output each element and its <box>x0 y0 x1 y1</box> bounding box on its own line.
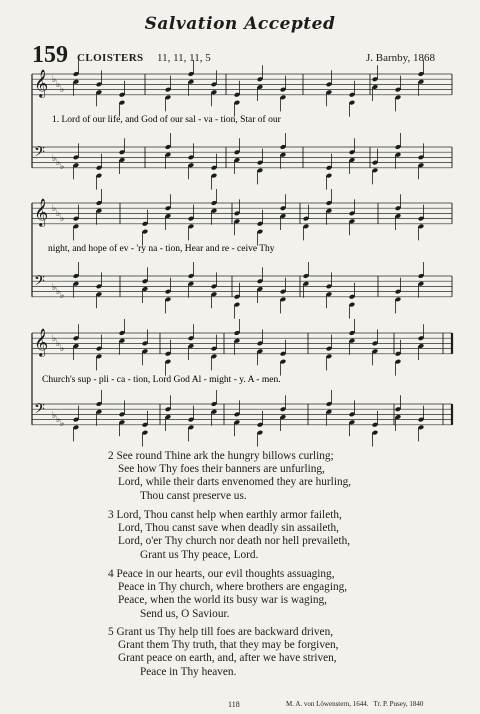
lyric-line-3: Church's sup - pli - ca - tion, Lord God Al - might - y. A - men. <box>42 375 281 385</box>
flat-icon: ♭ <box>56 80 61 90</box>
flat-icon: ♭ <box>56 415 61 425</box>
section-title: Salvation Accepted <box>144 14 336 34</box>
verse-3 <box>108 509 350 562</box>
composer: J. Barnby, 1868 <box>366 52 435 64</box>
verse-line: Grant us Thy peace, Lord. <box>140 548 259 561</box>
flat-icon: ♭ <box>60 291 65 301</box>
page-number: 118 <box>228 700 240 709</box>
flat-icon: ♭ <box>52 75 57 85</box>
verse-number: 4 <box>108 568 114 580</box>
lyric-line-1: 1. Lord of our life, and God of our sal - va - tion, Star of our <box>52 115 281 125</box>
flat-icon: ♭ <box>56 209 61 219</box>
verse-line: Lord, Thou canst help when earthly armor faileth, <box>116 509 342 521</box>
verse-line: Grant them Thy truth, that they may be forgiven, <box>118 639 339 652</box>
verse-number: 2 <box>108 450 114 462</box>
treble-clef-icon: 𝄞 <box>34 328 49 356</box>
verse-2 <box>108 450 351 503</box>
verse-line: Grant peace on earth, and, after we have striven, <box>118 652 337 665</box>
verse-line: Thou canst preserve us. <box>140 489 247 502</box>
flat-icon: ♭ <box>60 162 65 172</box>
meter: 11, 11, 11, 5 <box>157 52 211 64</box>
verse-line: Send us, O Saviour. <box>140 607 230 620</box>
treble-clef-icon: 𝄞 <box>34 69 49 97</box>
verse-line: Lord, o'er Thy church nor death nor hell prevaileth, <box>118 535 351 548</box>
lyric-line-2: night, and hope of ev - 'ry na - tion, Hear and re - ceive Thy <box>48 244 275 254</box>
attribution: M. A. von Löwenstern, 1644. Tr. P. Pusey, 1840 <box>286 700 424 708</box>
flat-icon: ♭ <box>56 158 61 168</box>
flat-icon: ♭ <box>56 287 61 297</box>
verse-number: 3 <box>108 509 114 521</box>
bass-clef-icon: 𝄢 <box>34 144 45 164</box>
bass-clef-icon: 𝄢 <box>34 273 45 293</box>
verse-line: Peace, when the world its busy war is waging, <box>118 594 327 607</box>
flat-icon: ♭ <box>52 334 57 344</box>
verse-5 <box>108 626 338 679</box>
verse-line: Lord, Thou canst save when deadly sin assaileth, <box>118 522 339 535</box>
treble-clef-icon: 𝄞 <box>34 198 49 226</box>
tune-name: CLOISTERS <box>77 52 144 64</box>
flat-icon: ♭ <box>56 339 61 349</box>
flat-icon: ♭ <box>60 419 65 429</box>
verse-line: See round Thine ark the hungry billows curling; <box>116 450 334 462</box>
verse-line: Lord, while their darts envenomed they are hurling, <box>118 476 352 489</box>
flat-icon: ♭ <box>52 283 57 293</box>
flat-icon: ♭ <box>60 85 65 95</box>
verse-line: Peace in our hearts, our evil thoughts assuaging, <box>116 568 335 580</box>
flat-icon: ♭ <box>52 411 57 421</box>
flat-icon: ♭ <box>52 154 57 164</box>
hymn-number: 159 <box>32 42 68 68</box>
flat-icon: ♭ <box>60 214 65 224</box>
flat-icon: ♭ <box>52 204 57 214</box>
flat-icon: ♭ <box>60 344 65 354</box>
verse-line: Peace in Thy church, where brothers are engaging, <box>118 581 348 594</box>
verse-line: Peace in Thy heaven. <box>140 665 237 678</box>
verse-number: 5 <box>108 626 114 638</box>
verse-line: Grant us Thy help till foes are backward driven, <box>116 626 334 638</box>
verse-4 <box>108 568 347 621</box>
bass-clef-icon: 𝄢 <box>34 401 45 421</box>
verse-line: See how Thy foes their banners are unfurling, <box>118 463 325 476</box>
